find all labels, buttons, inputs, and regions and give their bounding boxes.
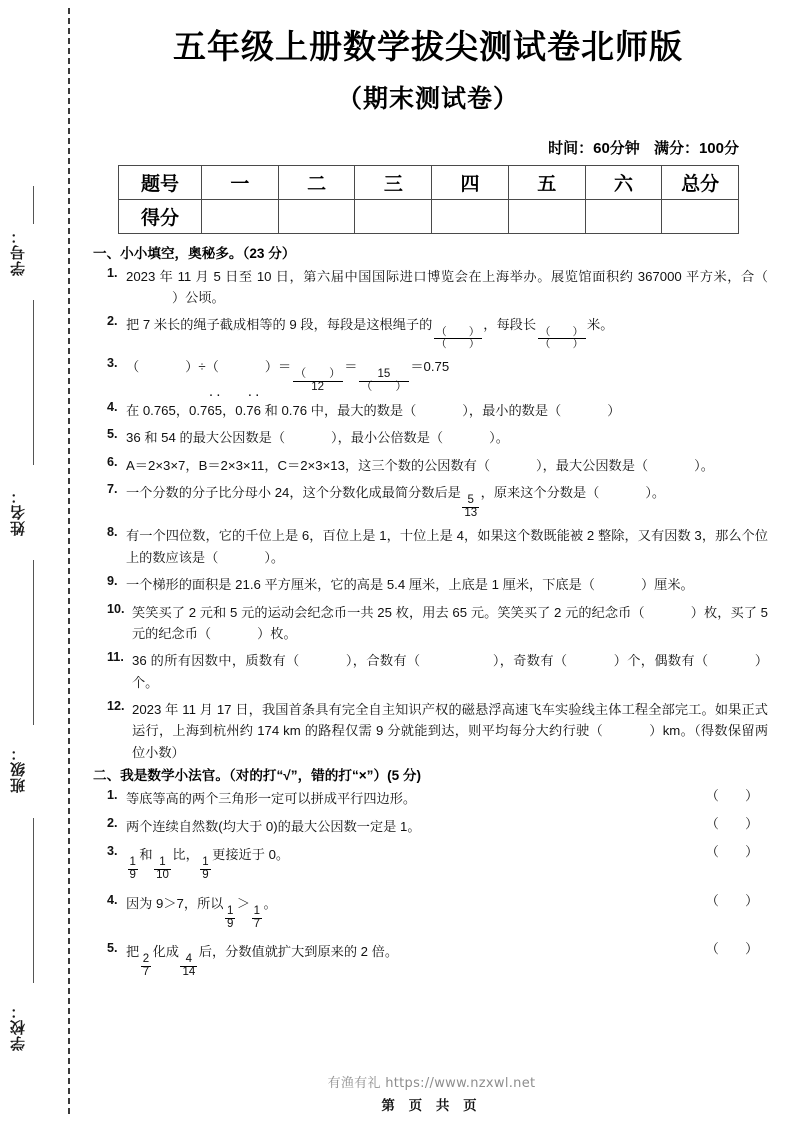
score-table-body xyxy=(119,165,739,233)
answer-blank[interactable] xyxy=(603,720,649,741)
score-col-total: 总分 xyxy=(662,165,739,199)
score-table-container xyxy=(88,165,768,234)
repeating-decimal-digit: 5 · xyxy=(215,400,222,421)
fill-in-question xyxy=(93,574,768,595)
question-number: 1. xyxy=(107,787,118,802)
truefalse-answer-box[interactable]: （ ） xyxy=(705,816,759,832)
score-table xyxy=(118,165,739,234)
fill-in-question xyxy=(93,482,768,519)
fraction-denominator: 14 xyxy=(182,965,196,978)
fraction-denominator: 7 xyxy=(142,965,150,978)
fraction xyxy=(141,954,151,978)
question-text: 36 和 54 的最大公因数是（ ），最小公倍数是（ ）。 xyxy=(126,427,768,448)
score-col-5: 五 xyxy=(508,165,585,199)
fill-in-question xyxy=(93,699,768,763)
question-text: 在 0.765，0.76 ·5 ·，0.7 ·6 · 和 0.76 中，最大的数是（ ），最小的数是（ ） xyxy=(126,400,768,421)
fraction-denominator: 9 xyxy=(226,917,234,930)
fill-in-question xyxy=(93,602,768,645)
question-number: 6. xyxy=(107,454,118,469)
fraction xyxy=(128,857,138,881)
answer-blank[interactable] xyxy=(443,427,489,448)
fill-in-question xyxy=(93,455,768,476)
fraction-numerator: 1 xyxy=(202,856,209,869)
question-number: 9. xyxy=(107,574,118,589)
answer-blank[interactable] xyxy=(219,356,265,377)
question-text: 笑笑买了 2 元和 5 元的运动会纪念币一共 25 枚，用去 65 元。笑笑买了 2 元的纪念币（ ）枚，买了 5 元的纪念币（ ）枚。 xyxy=(132,602,768,645)
question-number: 8. xyxy=(107,525,118,540)
question-number: 7. xyxy=(107,481,118,496)
question-number: 12. xyxy=(107,699,125,713)
truefalse-question xyxy=(93,816,768,837)
score-cell-3[interactable] xyxy=(355,199,432,233)
fraction-denominator: 9 xyxy=(129,869,136,882)
fraction-denominator: 7 xyxy=(253,917,260,930)
exam-page xyxy=(70,0,793,1122)
fill-in-question xyxy=(93,650,768,693)
margin-rule-1 xyxy=(33,186,34,224)
fraction-numerator-blank[interactable]: （ ） xyxy=(435,326,480,338)
table-row-header xyxy=(119,165,739,199)
score-cell-5[interactable] xyxy=(508,199,585,233)
answer-blank[interactable] xyxy=(490,455,536,476)
fraction xyxy=(180,954,197,978)
fill-in-question xyxy=(93,525,768,568)
fraction xyxy=(252,906,262,930)
page-footer xyxy=(70,1072,793,1114)
question-text: 2023 年 11 月 17 日，我国首条具有完全自主知识产权的磁悬浮高速飞车实验线主体工程全部完工。如果正式运行，上海到杭州约 174 km 的路程仅需 9 分就能到达，则平均每分大约行驶（ ）km。（得数保留两位小数） xyxy=(132,702,769,760)
fraction-numerator: 4 xyxy=(180,954,197,967)
fraction-numerator: 5 xyxy=(462,495,479,508)
question-number: 11. xyxy=(107,650,124,665)
page-subtitle: （期末测试卷） xyxy=(336,84,519,113)
fraction-numerator: 1 xyxy=(129,856,136,869)
fraction-denominator: （ ） xyxy=(360,381,407,394)
answer-blank[interactable] xyxy=(599,482,645,503)
margin-label-name: 姓名： xyxy=(10,488,27,536)
question-text: 把 $\frac{2}{7}$ 化成 $\frac{4}{14}$ 后，分数值就扩大到原来的 2 倍。 xyxy=(126,944,399,978)
question-number: 1. xyxy=(107,265,118,280)
fraction xyxy=(359,369,409,393)
fill-in-question xyxy=(93,266,768,309)
score-col-2: 二 xyxy=(278,165,355,199)
answer-blank[interactable] xyxy=(595,574,641,595)
score-col-6: 六 xyxy=(585,165,662,199)
fraction-numerator: 1 xyxy=(226,904,234,917)
answer-blank[interactable] xyxy=(218,547,264,568)
truefalse-question xyxy=(93,941,768,978)
question-text: 两个连续自然数(均大于 0)的最大公因数一定是 1。 xyxy=(126,819,421,835)
question-number: 3. xyxy=(107,844,118,859)
question-text: 一个梯形的面积是 21.6 平方厘米，它的高是 5.4 厘米，上底是 1 厘米，下底是（ ）厘米。 xyxy=(126,574,768,595)
question-text: 把 7 米长的绳子截成相等的 9 段，每段是这根绳子的 $\frac{( )}{( )}$ ，每段长 $\frac{( )}{( )}$ 米。 xyxy=(126,317,614,351)
fraction-denominator-blank[interactable]: （ ） xyxy=(539,338,584,351)
repeating-decimal-digit: 7 · xyxy=(246,400,253,421)
fill-in-question xyxy=(93,314,768,350)
question-number: 4. xyxy=(107,892,118,907)
score-cell-total[interactable] xyxy=(662,199,739,233)
fraction xyxy=(200,857,210,881)
fill-in-question xyxy=(93,400,768,421)
answer-blank[interactable] xyxy=(211,623,257,644)
questions-body xyxy=(88,247,768,979)
fraction-blank[interactable] xyxy=(538,327,586,350)
fraction-denominator: 10 xyxy=(156,869,169,882)
truefalse-answer-box[interactable]: （ ） xyxy=(705,892,759,908)
truefalse-answer-box[interactable]: （ ） xyxy=(705,787,759,803)
exam-fullmarks-label: 满分：100分 xyxy=(653,139,739,157)
score-cell-4[interactable] xyxy=(432,199,509,233)
truefalse-answer-box[interactable]: （ ） xyxy=(705,844,759,860)
margin-rule-2 xyxy=(33,300,34,465)
fraction-denominator: 12 xyxy=(311,381,325,394)
fill-in-question xyxy=(93,356,768,393)
watermark-text: 有渔有礼 https://www.nzxwl.net xyxy=(327,1076,536,1091)
fraction xyxy=(462,495,479,519)
margin-label-student-id: 学号： xyxy=(10,228,27,276)
question-text: 2023 年 11 月 5 日至 10 日，第六届中国国际进口博览会在上海举办。展览馆面积约 367000 平方米，合（ ）公顷。 xyxy=(126,266,768,309)
answer-blank[interactable] xyxy=(645,602,691,623)
fraction-numerator-blank[interactable]: （ ） xyxy=(539,326,584,338)
section-heading-1: 一、小小填空，奥秘多。（23 分） xyxy=(93,245,296,261)
score-col-3: 三 xyxy=(355,165,432,199)
question-text: A＝2×3×7，B＝2×3×11，C＝2×3×13，这三个数的公因数有（ ），最大公因数是（ ）。 xyxy=(126,455,768,476)
answer-blank[interactable] xyxy=(561,400,607,421)
margin-rule-4 xyxy=(33,818,34,983)
truefalse-question xyxy=(93,893,768,930)
table-row-score xyxy=(119,199,739,233)
page-number-label: 第 页 共 页 xyxy=(381,1098,482,1113)
question-number: 4. xyxy=(107,399,118,414)
page-title: 五年级上册数学拔尖测试卷北师版 xyxy=(173,28,683,65)
repeating-decimal-digit: 6 · xyxy=(207,400,214,421)
question-number: 10. xyxy=(107,601,125,616)
fraction-numerator: 2 xyxy=(142,953,150,966)
question-number: 3. xyxy=(107,356,118,371)
fill-in-question xyxy=(93,427,768,448)
score-table-row-label-0: 题号 xyxy=(119,165,202,199)
fraction xyxy=(225,906,235,930)
score-table-row-label-1: 得分 xyxy=(119,199,202,233)
answer-blank[interactable] xyxy=(300,650,346,671)
score-cell-2[interactable] xyxy=(278,199,355,233)
question-text: 因为 9＞7，所以 $\frac{1}{9}$ ＞ $\frac{1}{7}$ 。 xyxy=(126,895,277,930)
score-col-4: 四 xyxy=(432,165,509,199)
fraction-blank[interactable] xyxy=(434,327,482,350)
answer-blank[interactable] xyxy=(567,650,613,671)
answer-blank[interactable] xyxy=(416,400,462,421)
left-margin-strip xyxy=(0,0,70,1122)
answer-blank[interactable] xyxy=(708,650,754,671)
score-cell-6[interactable] xyxy=(585,199,662,233)
fraction-numerator: 15 xyxy=(359,369,409,382)
score-cell-1[interactable] xyxy=(202,199,279,233)
question-number: 2. xyxy=(107,816,118,831)
fraction xyxy=(293,369,343,393)
margin-label-school: 学校： xyxy=(10,1003,27,1051)
exam-time-label: 时间：60分钟 xyxy=(548,139,640,157)
question-text: 有一个四位数，它的千位上是 6，百位上是 1，十位上是 4，如果这个数既能被 2 整除，又有因数 3，那么个位上的数应该是（ ）。 xyxy=(126,525,768,568)
fraction-numerator: 1 xyxy=(253,904,260,917)
question-number: 2. xyxy=(107,314,118,329)
answer-blank[interactable] xyxy=(139,356,185,377)
repeating-decimal-digit: 6 · xyxy=(254,400,261,421)
score-col-1: 一 xyxy=(202,165,279,199)
exam-meta xyxy=(88,137,768,158)
fraction xyxy=(154,857,171,881)
margin-rule-3 xyxy=(33,560,34,725)
question-text: 36 的所有因数中，质数有（ ），合数有（ ），奇数有（ ）个，偶数有（ ）个。 xyxy=(132,650,768,693)
fraction-denominator: 13 xyxy=(464,506,478,519)
question-text: 等底等高的两个三角形一定可以拼成平行四边形。 xyxy=(126,790,417,806)
fraction-numerator: （ ） xyxy=(294,368,341,381)
fraction-denominator-blank[interactable]: （ ） xyxy=(435,338,480,351)
margin-label-class: 班级： xyxy=(10,745,27,793)
answer-blank[interactable] xyxy=(420,650,492,671)
question-text: 一个分数的分子比分母小 24，这个分数化成最简分数后是 $\frac{5}{13}$ ，原来这个分数是（ ）。 xyxy=(126,482,768,519)
answer-blank[interactable] xyxy=(285,427,331,448)
question-text: （ ）÷（ ）＝ $\frac{( )}{12}$ ＝ $\frac{15}{( )}$ ＝0.75 xyxy=(126,356,768,393)
truefalse-answer-box[interactable]: （ ） xyxy=(705,941,759,957)
answer-blank[interactable] xyxy=(648,455,694,476)
fraction-numerator: 1 xyxy=(154,857,171,870)
fraction-denominator: 9 xyxy=(202,869,209,882)
section-heading-2: 二、我是数学小法官。（对的打“√”，错的打“×”）(5 分) xyxy=(93,768,422,784)
truefalse-question xyxy=(93,788,768,809)
question-number: 5. xyxy=(107,941,118,956)
question-text: $\frac{1}{9}$ 和 $\frac{1}{10}$ 比， $\frac{1}{9}$ 更接近于 0。 xyxy=(129,847,290,882)
truefalse-question xyxy=(93,844,768,881)
answer-blank[interactable] xyxy=(126,287,172,308)
question-number: 5. xyxy=(107,427,118,442)
